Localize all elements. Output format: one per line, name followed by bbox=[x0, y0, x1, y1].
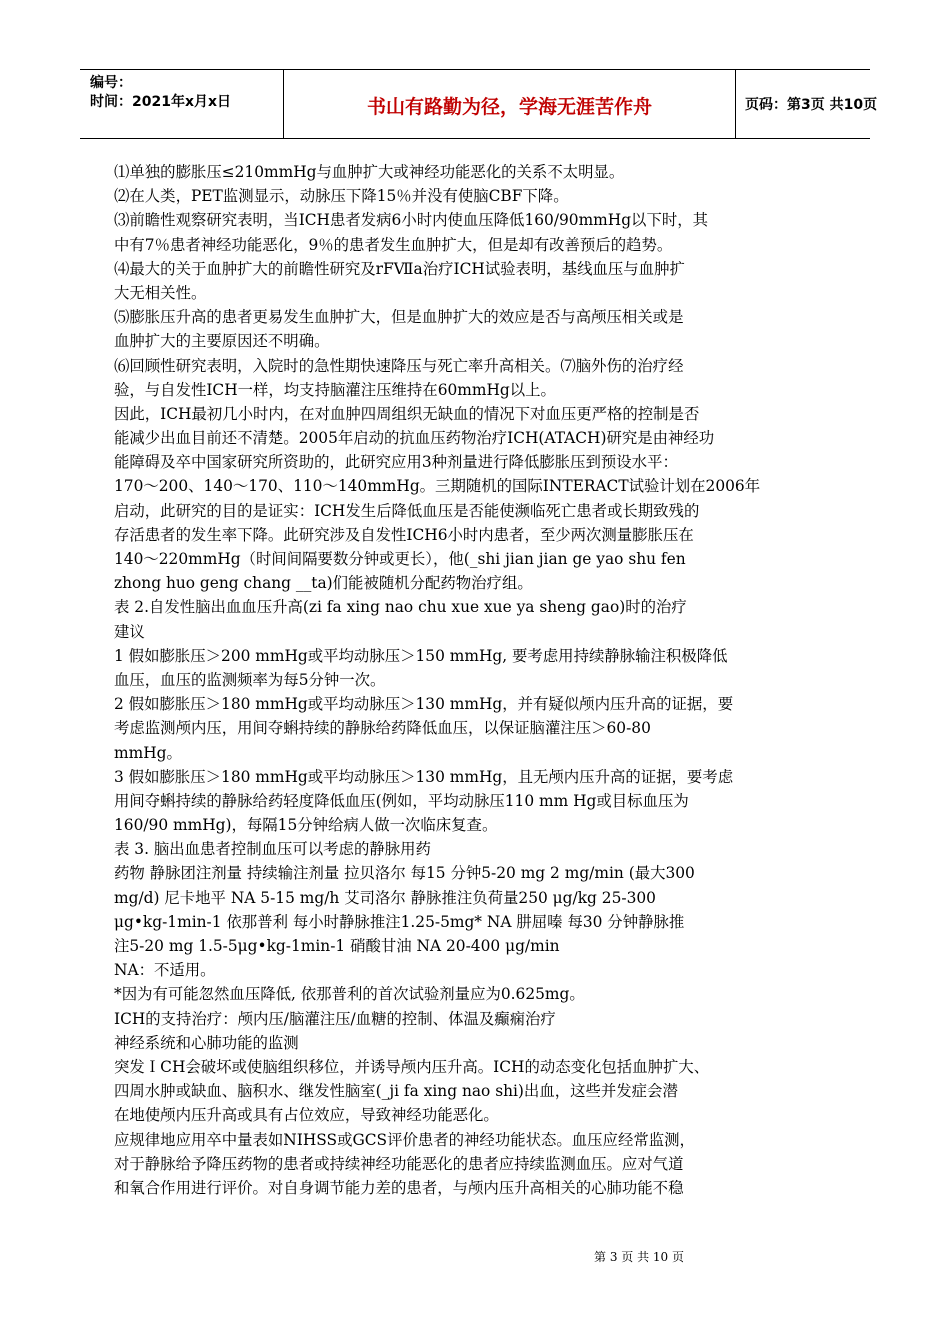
body-text-line: 建议 bbox=[114, 622, 145, 641]
body-text-line: ⑵在人类，PET监测显示，动脉压下降15％并没有使脑CBF下降。 bbox=[114, 187, 569, 206]
body-text-line: 存活患者的发生率下降。此研究涉及自发性ICH6小时内患者，至少两次测量膨胀压在 bbox=[114, 525, 694, 544]
page-number-label: 页码：第3页 共10页 bbox=[745, 97, 878, 113]
body-text-line: zhong huo geng chang __ta)们能被随机分配药物治疗组。 bbox=[114, 574, 533, 593]
body-text-line: *因为有可能忽然血压降低, 依那普利的首次试验剂量应为0.625mg。 bbox=[114, 985, 585, 1004]
body-text-line: ⑸膨胀压升高的患者更易发生血肿扩大，但是血肿扩大的效应是否与高颅压相关或是 bbox=[114, 308, 684, 327]
body-text-line: 和氧合作用进行评价。对自身调节能力差的患者，与颅内压升高相关的心肺功能不稳 bbox=[114, 1178, 684, 1197]
body-text-line: 用间夺蝌持续的静脉给药轻度降低血压(例如，平均动脉压110 mm Hg或目标血压为 bbox=[114, 791, 689, 810]
body-text-line: 3 假如膨胀压＞180 mmHg或平均动脉压＞130 mmHg，且无颅内压升高的证据，要考虑 bbox=[114, 767, 734, 786]
document-body bbox=[114, 160, 836, 1200]
body-text-line: 表 3. 脑出血患者控制血压可以考虑的静脉用药 bbox=[114, 840, 431, 859]
body-text-line: 药物 静脉团注剂量 持续输注剂量 拉贝洛尔 每15 分钟5-20 mg 2 mg/min (最大300 bbox=[114, 864, 695, 883]
header-motto: 书山有路勤为径，学海无涯苦作舟 bbox=[366, 96, 652, 118]
body-text-line: 对于静脉给予降压药物的患者或持续神经功能恶化的患者应持续监测血压。应对气道 bbox=[114, 1154, 684, 1173]
body-text-line: 神经系统和心肺功能的监测 bbox=[114, 1033, 299, 1052]
body-text-line: 2 假如膨胀压＞180 mmHg或平均动脉压＞130 mmHg，并有疑似颅内压升高的证据，要 bbox=[114, 695, 734, 714]
body-text-line: 四周水肿或缺血、脑积水、继发性脑室(_ji fa xing nao shi)出血，这些并发症会潜 bbox=[114, 1082, 678, 1101]
body-text-line: 中有7％患者神经功能恶化，9％的患者发生血肿扩大，但是却有改善预后的趋势。 bbox=[114, 235, 673, 254]
doc-date-label: 时间：2021年x月x日 bbox=[90, 94, 232, 110]
header-motto-cell bbox=[283, 70, 736, 138]
body-text-line: 血压，血压的监测频率为每5分钟一次。 bbox=[114, 670, 386, 689]
body-text-line: mg/d) 尼卡地平 NA 5-15 mg/h 艾司洛尔 静脉推注负荷量250 μg/kg 25-300 bbox=[114, 888, 656, 907]
body-text-line: 大无相关性。 bbox=[114, 283, 207, 302]
body-text-line: 启动，此研究的目的是证实：ICH发生后降低血压是否能使濒临死亡患者或长期致残的 bbox=[114, 501, 700, 520]
body-text-line: 1 假如膨胀压＞200 mmHg或平均动脉压＞150 mmHg, 要考虑用持续静脉输注积极降低 bbox=[114, 646, 728, 665]
page-header bbox=[80, 69, 878, 139]
body-text-line: mmHg。 bbox=[114, 743, 182, 762]
body-text-line: 表 2.自发性脑出血血压升高(zi fa xing nao chu xue xue ya sheng gao)时的治疗 bbox=[114, 598, 687, 617]
body-text-line: 血肿扩大的主要原因还不明确。 bbox=[114, 332, 330, 351]
body-text-line: ⑹回顾性研究表明，入院时的急性期快速降压与死亡率升高相关。⑺脑外伤的治疗经 bbox=[114, 356, 684, 375]
header-left-cell bbox=[80, 70, 283, 138]
body-text-line: 应规律地应用卒中量表如NIHSS或GCS评价患者的神经功能状态。血压应经常监测， bbox=[114, 1130, 695, 1149]
body-text-line: 因此，ICH最初几小时内，在对血肿四周组织无缺血的情况下对血压更严格的控制是否 bbox=[114, 404, 700, 423]
body-text-line: ⑴单独的膨胀压≤210mmHg与血肿扩大或神经功能恶化的关系不太明显。 bbox=[114, 163, 625, 181]
body-text-line: 验，与自发性ICH一样，均支持脑灌注压维持在60mmHg以上。 bbox=[114, 380, 556, 399]
body-text-line: 注5-20 mg 1.5-5μg•kg-1min-1 硝酸甘油 NA 20-400 μg/min bbox=[114, 937, 560, 955]
body-text-line: 能减少出血目前还不清楚。2005年启动的抗血压药物治疗ICH(ATACH)研究是由神经功 bbox=[114, 429, 715, 448]
body-text-line: 在地使颅内压升高或具有占位效应，导致神经功能恶化。 bbox=[114, 1106, 499, 1125]
body-text-line: 考虑监测颅内压，用间夺蝌持续的静脉给药降低血压，以保证脑灌注压＞60-80 bbox=[114, 719, 651, 738]
body-text-line: 突发ＩCH会破坏或使脑组织移位，并诱导颅内压升高。ICH的动态变化包括血肿扩大、 bbox=[114, 1057, 710, 1076]
body-text-line: ⑷最大的关于血肿扩大的前瞻性研究及rFⅦa治疗ICH试验表明，基线血压与血肿扩 bbox=[114, 259, 685, 278]
body-text-line: ICH的支持治疗：颅内压/脑灌注压/血糖的控制、体温及癫痫治疗 bbox=[114, 1009, 556, 1028]
body-text-line: 170～200、140～170、110～140mmHg。三期随机的国际INTERACT试验计划在2006年 bbox=[114, 477, 761, 496]
body-text-line: NA：不适用。 bbox=[114, 961, 216, 980]
doc-number-label: 编号： bbox=[90, 75, 132, 91]
page-footer: 第 3 页 共 10 页 bbox=[594, 1250, 684, 1264]
body-text-line: ⑶前瞻性观察研究表明，当ICH患者发病6小时内使血压降低160/90mmHg以下时，其 bbox=[114, 211, 709, 230]
header-right-cell bbox=[735, 70, 878, 138]
body-text-line: 160/90 mmHg)，每隔15分钟给病人做一次临床复查。 bbox=[114, 816, 498, 835]
body-text-line: 能障碍及卒中国家研究所资助的，此研究应用3种剂量进行降低膨胀压到预设水平： bbox=[114, 453, 678, 472]
body-text-line: μg•kg-1min-1 依那普利 每小时静脉推注1.25-5mg* NA 肼屈嗪 每30 分钟静脉推 bbox=[114, 912, 685, 931]
body-text-line: 140～220mmHg（时间间隔要数分钟或更长），他(_shi jian jian ge yao shu fen bbox=[114, 550, 686, 568]
